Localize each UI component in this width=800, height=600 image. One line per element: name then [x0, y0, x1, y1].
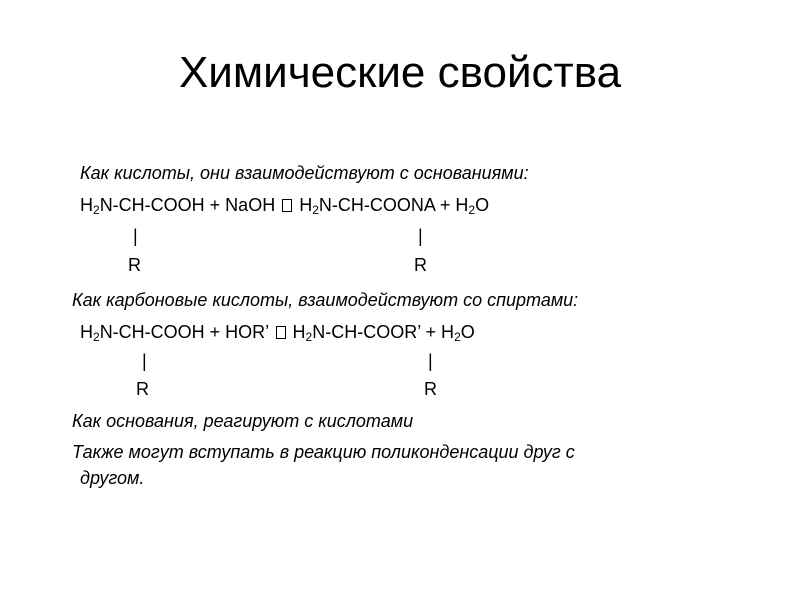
eq-part: N-CH-COONA + H [318, 195, 469, 215]
radical-r-right: R [414, 255, 427, 275]
eq-subscript: 2 [93, 330, 100, 344]
eq-subscript: 2 [454, 330, 461, 344]
branch-bond-right-2: | [428, 351, 433, 371]
radical-r-left: R [128, 255, 141, 275]
radical-r-left-2: R [136, 379, 149, 399]
polycondensation-text-line1: Также могут вступать в реакцию поликонденсации друг с [72, 442, 575, 462]
branch-bond-left: | [133, 226, 138, 246]
eq-part: O [460, 322, 475, 342]
missing-arrow-glyph-icon [276, 326, 286, 339]
slide-title: Химические свойства [178, 48, 622, 97]
eq-subscript: 2 [93, 203, 100, 217]
equation-acid-base [80, 194, 489, 216]
branch-bond-left-2: | [142, 351, 147, 371]
eq-part: H [294, 195, 313, 215]
eq-subscript: 2 [312, 203, 319, 217]
eq-part: H [80, 322, 93, 342]
eq-part: N-CH-COOR’ + H [312, 322, 455, 342]
eq-part: H [287, 322, 306, 342]
equation-esterification [80, 321, 475, 343]
eq-part: O [475, 195, 490, 215]
missing-arrow-glyph-icon [282, 199, 292, 212]
radical-r-right-2: R [424, 379, 437, 399]
acid-property-text: Как кислоты, они взаимодействуют с основаниями: [80, 163, 529, 183]
polycondensation-text-line2: другом. [80, 468, 145, 488]
eq-subscript: 2 [468, 203, 476, 217]
eq-part: H [80, 195, 93, 215]
eq-part: N-CH-COOH + NaOH [99, 195, 281, 215]
ester-property-text: Как карбоновые кислоты, взаимодействуют со спиртами: [72, 290, 579, 310]
eq-subscript: 2 [305, 330, 313, 344]
base-property-text: Как основания, реагируют с кислотами [72, 411, 414, 431]
eq-part: N-CH-COOH + HOR’ [99, 322, 274, 342]
branch-bond-right: | [418, 226, 423, 246]
